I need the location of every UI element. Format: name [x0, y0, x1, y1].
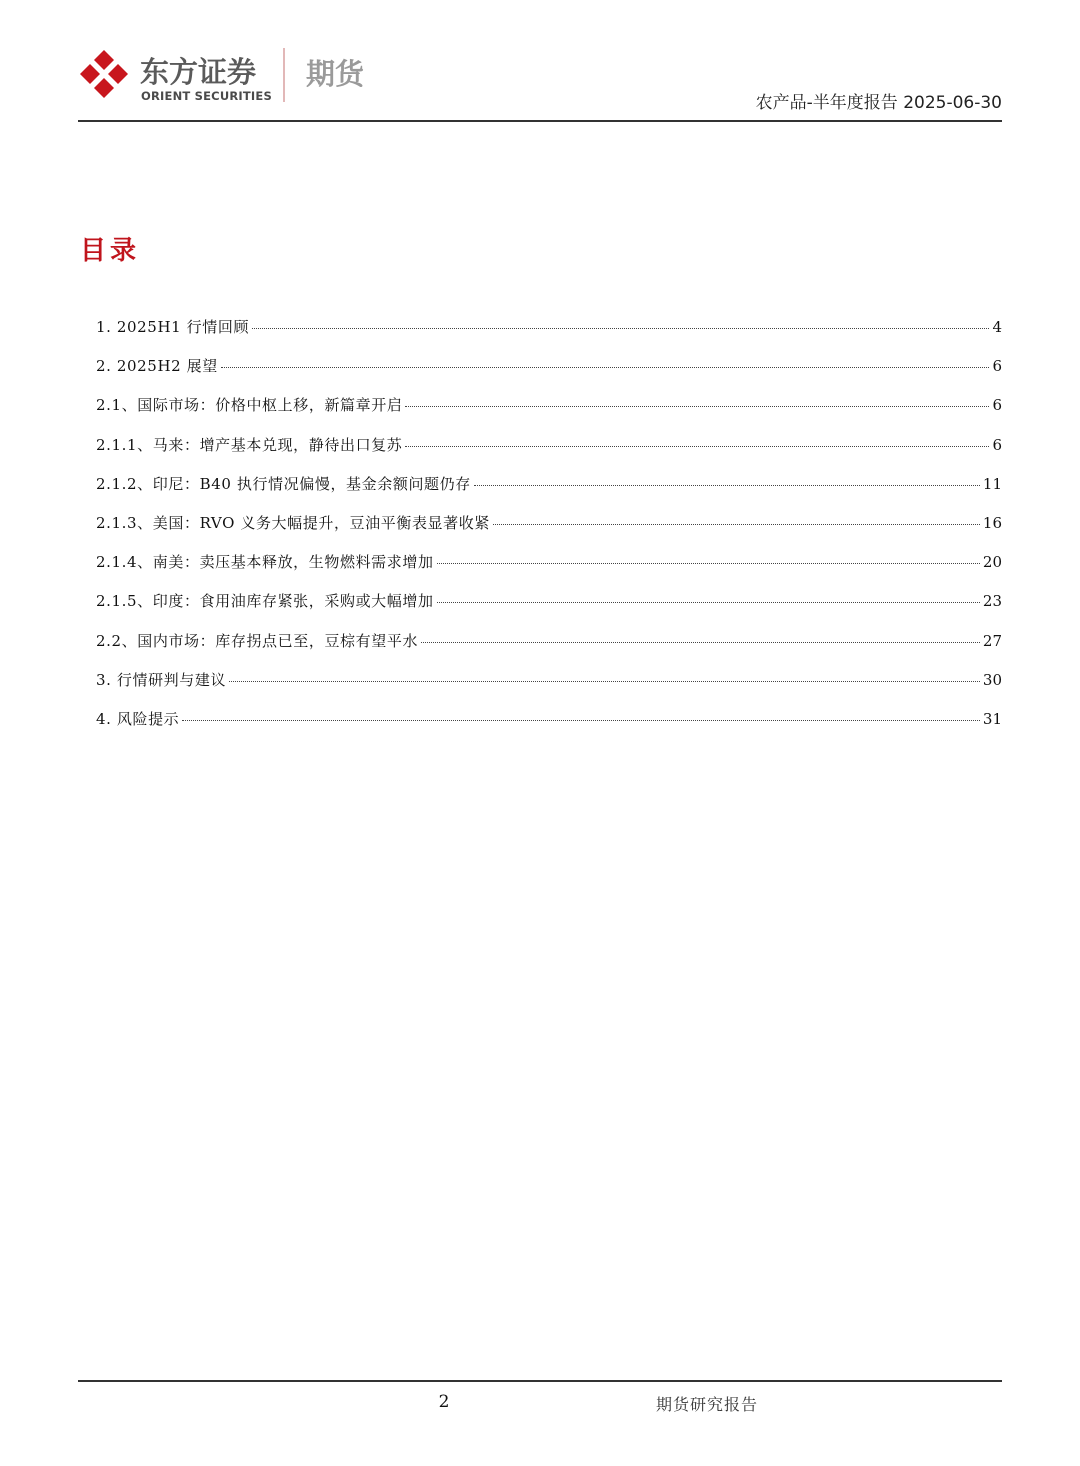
report-tag: 农产品-半年度报告 2025-06-30 — [755, 93, 1002, 113]
table-of-contents — [96, 316, 1002, 747]
toc-item-text: 2.1、国际市场：价格中枢上移，新篇章开启 — [96, 396, 403, 415]
toc-leader-dots — [221, 367, 990, 368]
toc-leader-dots — [405, 446, 989, 447]
toc-item[interactable] — [96, 316, 1002, 355]
toc-leader-dots — [182, 720, 980, 721]
toc-leader-dots — [405, 406, 989, 407]
toc-item-text: 1. 2025H1 行情回顾 — [96, 318, 250, 336]
page-header — [78, 40, 1002, 122]
toc-item-page: 27 — [982, 631, 1002, 650]
toc-item[interactable] — [96, 590, 1002, 629]
toc-leader-dots — [229, 681, 980, 682]
footer-label: 期货研究报告 — [656, 1395, 759, 1414]
toc-item-page: 6 — [992, 435, 1002, 454]
toc-item[interactable] — [96, 394, 1002, 433]
toc-item[interactable] — [96, 512, 1002, 551]
toc-item-page: 6 — [992, 396, 1002, 415]
toc-leader-dots — [493, 524, 980, 525]
toc-leader-dots — [437, 602, 980, 603]
toc-item[interactable] — [96, 434, 1002, 473]
toc-title: 目录 — [80, 236, 141, 266]
toc-item-page: 20 — [982, 553, 1002, 572]
toc-item[interactable] — [96, 630, 1002, 669]
toc-item-page: 16 — [982, 513, 1002, 532]
toc-item-page: 11 — [982, 474, 1002, 493]
toc-item-text: 2.1.2、印尼：B40 执行情况偏慢，基金余额问题仍存 — [96, 474, 471, 493]
toc-item-text: 4. 风险提示 — [96, 709, 180, 728]
toc-item[interactable] — [96, 551, 1002, 590]
brand-name-cn: 东方证券 — [140, 55, 257, 89]
toc-item[interactable] — [96, 473, 1002, 512]
toc-item-page: 31 — [982, 709, 1002, 728]
logo-divider — [283, 48, 285, 102]
orient-securities-logo-icon — [78, 48, 130, 100]
toc-item-page: 4 — [992, 318, 1002, 336]
brand-subtitle: 期货 — [306, 57, 365, 91]
footer-rule — [78, 1380, 1002, 1382]
toc-item-text: 2. 2025H2 展望 — [96, 357, 218, 376]
header-rule — [78, 120, 1002, 122]
toc-item[interactable] — [96, 708, 1002, 747]
toc-leader-dots — [252, 328, 989, 329]
toc-item-page: 23 — [982, 592, 1002, 611]
toc-item[interactable] — [96, 355, 1002, 394]
toc-item-text: 2.1.4、南美：卖压基本释放，生物燃料需求增加 — [96, 553, 434, 572]
page-number: 2 — [438, 1392, 450, 1412]
toc-item-text: 2.1.5、印度：食用油库存紧张，采购或大幅增加 — [96, 592, 434, 611]
brand-name-en: ORIENT SECURITIES — [141, 89, 272, 103]
toc-item-text: 2.2、国内市场：库存拐点已至，豆棕有望平水 — [96, 631, 419, 650]
toc-item-page: 6 — [992, 357, 1002, 376]
toc-item-text: 3. 行情研判与建议 — [96, 670, 227, 689]
toc-item-text: 2.1.1、马来：增产基本兑现，静待出口复苏 — [96, 435, 403, 454]
toc-leader-dots — [421, 642, 980, 643]
toc-item-page: 30 — [982, 670, 1002, 689]
toc-leader-dots — [437, 563, 980, 564]
toc-item[interactable] — [96, 669, 1002, 708]
toc-leader-dots — [474, 485, 980, 486]
toc-item-text: 2.1.3、美国：RVO 义务大幅提升，豆油平衡表显著收紧 — [96, 513, 490, 532]
